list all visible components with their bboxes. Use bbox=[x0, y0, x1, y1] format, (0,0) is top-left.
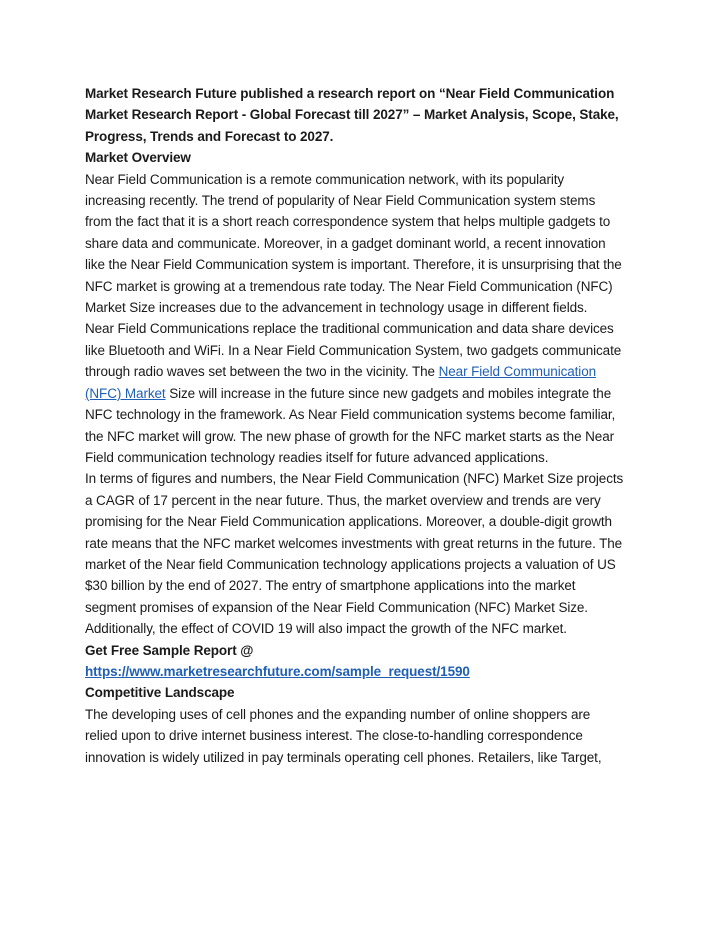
sample-report-label: Get Free Sample Report @ bbox=[85, 642, 254, 658]
overview-paragraph-1: Near Field Communication is a remote communication network, with its popularity increasing recently. The trend of popularity of Near Field Communication system stems from the fact that it is a short reach correspondence system that helps multiple gadgets to share data and communicate. Moreover, in a gadget dominant world, a recent innovation like the Near Field Communication system is important. Therefore, it is unsurprising that the NFC market is growing at a tremendous rate today. The Near Field Communication (NFC) Market Size increases due to the advancement in technology usage in different fields. bbox=[85, 171, 622, 316]
sample-report-link[interactable]: https://www.marketresearchfuture.com/sample_request/1590 bbox=[85, 663, 470, 679]
competitive-paragraph-1: The developing uses of cell phones and the expanding number of online shoppers are relied upon to drive internet business interest. The close-to-handling correspondence innovation is widely utilized in pay terminals operating cell phones. Retailers, like Target, bbox=[85, 706, 602, 765]
market-overview-heading: Market Overview bbox=[85, 150, 191, 166]
overview-paragraph-3: In terms of figures and numbers, the Near Field Communication (NFC) Market Size projects a CAGR of 17 percent in the near future. Thus, the market overview and trends are very promising for the Near Field Communication applications. Moreover, a double-digit growth rate means that the NFC market welcomes investments with great returns in the future. The market of the Near field Communication technology applications projects a valuation of US $30 billion by the end of 2027. The entry of smartphone applications into the market segment promises of expansion of the Near Field Communication (NFC) Market Size. Additionally, the effect of COVID 19 will also impact the growth of the NFC market. bbox=[85, 471, 624, 637]
nfc-market-link[interactable]: Near Field Communication (NFC) Market bbox=[85, 364, 597, 401]
competitive-landscape-heading: Competitive Landscape bbox=[85, 685, 235, 701]
overview-paragraph-2-end: Size will increase in the future since new gadgets and mobiles integrate the NFC technology in the framework. As Near Field communication systems become familiar, the NFC market will grow. The new phase of growth for the NFC market starts as the Near Field communication technology readies itself for future advanced applications. bbox=[85, 385, 616, 465]
overview-paragraph-2 bbox=[85, 318, 625, 468]
intro-paragraph: Market Research Future published a research report on “Near Field Communication Market Research Report - Global Forecast till 2027” – Market Analysis, Scope, Stake, Progress, Trends and Forecast to 2027. bbox=[85, 86, 619, 144]
document-page bbox=[85, 83, 625, 768]
overview-paragraph-2-start: Near Field Communications replace the traditional communication and data share devices like Bluetooth and WiFi. In a Near Field Communication System, two gadgets communicate through radio waves set between the two in the vicinity. The bbox=[85, 321, 622, 380]
